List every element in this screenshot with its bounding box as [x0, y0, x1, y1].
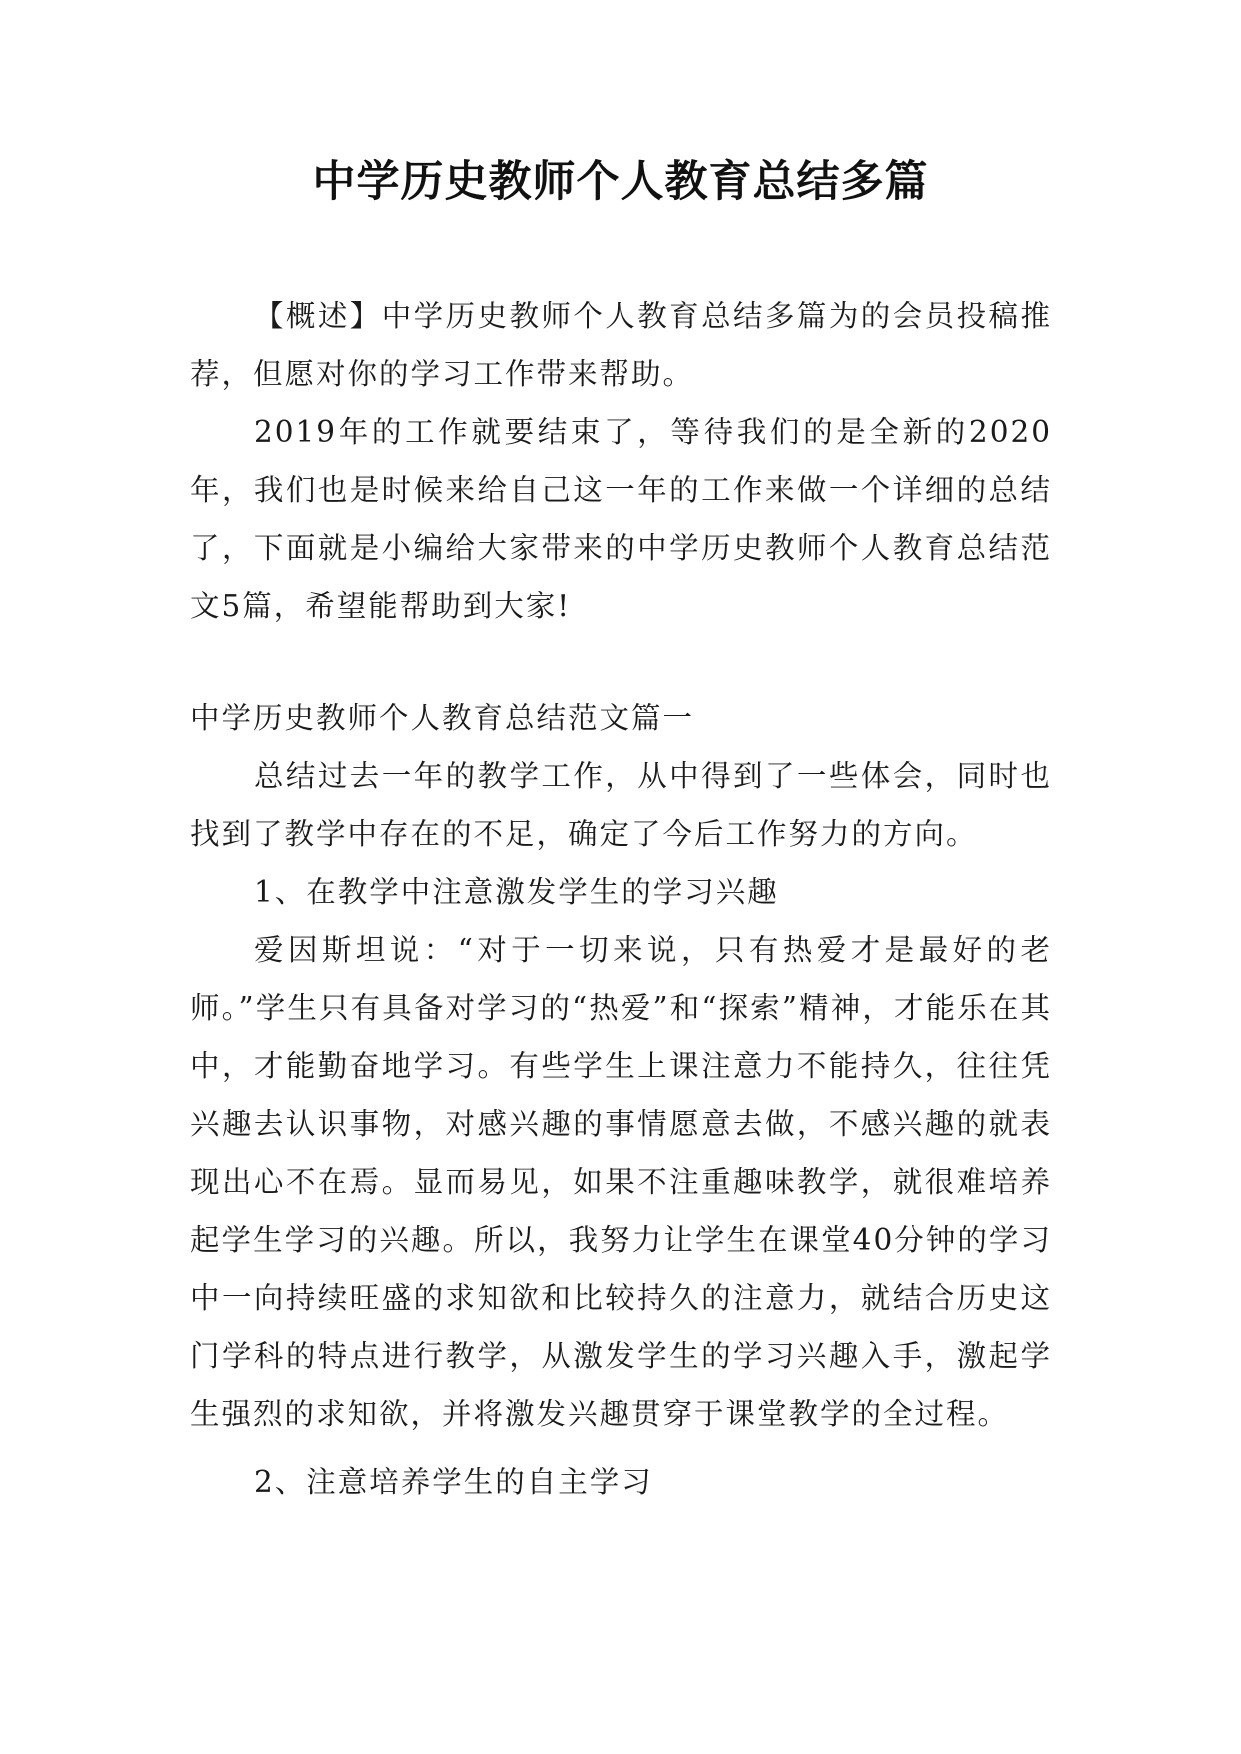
point-1-heading: 1、在教学中注意激发学生的学习兴趣: [254, 875, 779, 909]
summary-paragraph: 【概述】中学历史教师个人教育总结多篇为的会员投稿推荐，但愿对你的学习工作带来帮助。: [190, 299, 1052, 391]
paragraph-spacer: [190, 1443, 1052, 1453]
document-title: 中学历史教师个人教育总结多篇: [312, 157, 929, 207]
point-1-paragraph: 爱因斯坦说：“对于一切来说，只有热爱才是最好的老师。”学生只有具备对学习的“热爱”和“探索”精神，才能乐在其中，才能勤奋地学习。有些学生上课注意力不能持久，往往凭兴趣去认识事物，对感兴趣的事情愿意去做，不感兴趣的就表现出心不在焉。显而易见，如果不注重趣味教学，就很难培养起学生学习的兴趣。所以，我努力让学生在课堂40分钟的学习中一向持续旺盛的求知欲和比较持久的注意力，就结合历史这门学科的特点进行教学，从激发学生的学习兴趣入手，激起学生强烈的求知欲，并将激发兴趣贯穿于课堂教学的全过程。: [190, 933, 1052, 1431]
intro-block: [190, 287, 1052, 635]
intro-paragraph: 2019年的工作就要结束了，等待我们的是全新的2020年，我们也是时候来给自己这一年的工作来做一个详细的总结了，下面就是小编给大家带来的中学历史教师个人教育总结范文5篇，希望能帮助到大家!: [190, 415, 1052, 623]
section-one-block: [190, 689, 1052, 1511]
section-heading: 中学历史教师个人教育总结范文篇一: [190, 701, 695, 735]
section-intro-paragraph: 总结过去一年的教学工作，从中得到了一些体会，同时也找到了教学中存在的不足，确定了今后工作努力的方向。: [190, 759, 1052, 851]
point-2-heading: 2、注意培养学生的自主学习: [254, 1465, 653, 1499]
